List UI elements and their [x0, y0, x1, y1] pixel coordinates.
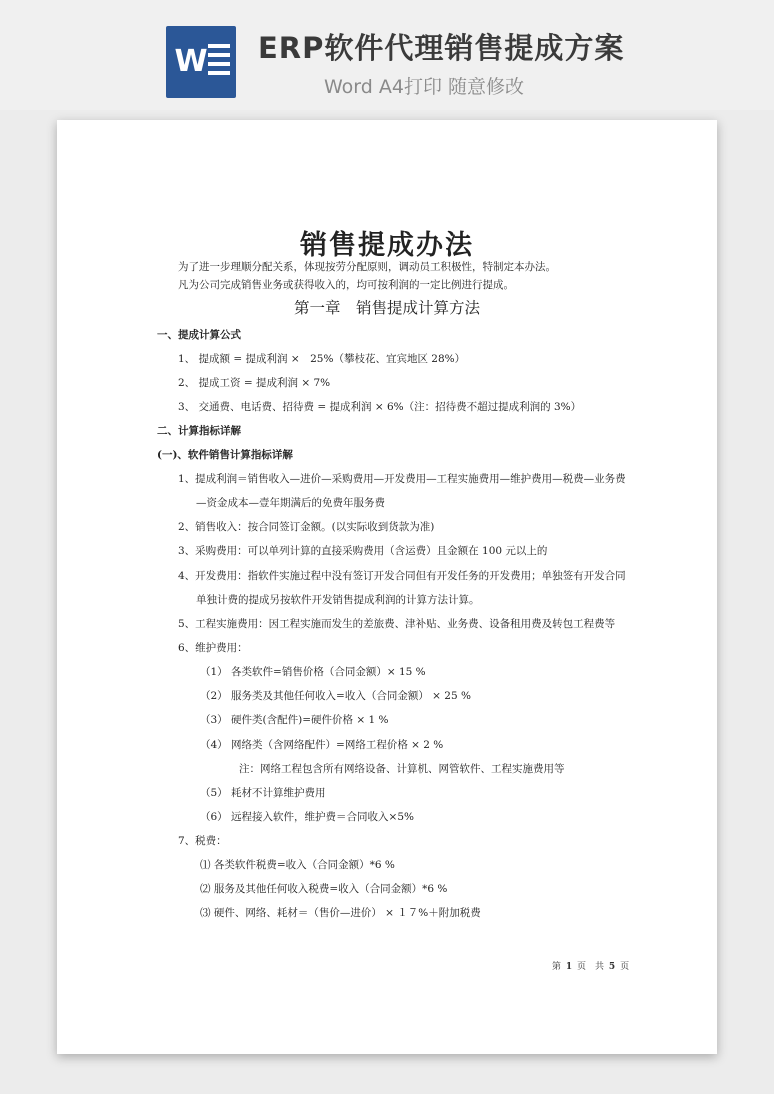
formula-item: 3、 交通费、电话费、招待费 = 提成利润 × 6%（注：招待费不超过提成利润的 3%）	[178, 401, 582, 413]
maintenance-item: （2） 服务类及其他任何收入=收入（合同金额） × 25 %	[200, 690, 471, 702]
document-title: 销售提成办法	[300, 230, 474, 261]
maintenance-item: （6） 远程接入软件，维护费＝合同收入×5%	[200, 811, 414, 823]
document-page	[57, 120, 717, 1054]
section-heading: 一、提成计算公式	[157, 329, 241, 341]
indicator-item: 3、采购费用：可以单列计算的直接采购费用（含运费）且金额在 100 元以上的	[178, 545, 548, 557]
chapter-heading: 第一章 销售提成计算方法	[293, 299, 480, 317]
maintenance-item: （4） 网络类（含网络配件）=网络工程价格 × 2 %	[200, 739, 444, 751]
page-footer	[552, 959, 629, 972]
footer-suffix: 页	[620, 962, 630, 972]
formula-item: 1、 提成额 = 提成利润 × 25%（攀枝花、宜宾地区 28%）	[178, 353, 466, 365]
indicator-item: 4、开发费用：指软件实施过程中没有签订开发合同但有开发任务的开发费用；单独签有开发合同	[178, 570, 626, 582]
indicator-item: 1、提成利润＝销售收入—进价—采购费用—开发费用—工程实施费用—维护费用—税费—业务费	[178, 473, 626, 485]
total-pages-number: 5	[608, 962, 616, 972]
tax-item: ⑶ 硬件、网络、耗材＝（售价—进价） × １７%＋附加税费	[200, 907, 481, 919]
word-icon-lines	[208, 44, 230, 80]
indicator-item-continued: —资金成本—壹年期满后的免费年服务费	[196, 497, 385, 509]
maintenance-item: （5） 耗材不计算维护费用	[200, 787, 326, 799]
maintenance-item: （1） 各类软件=销售价格（合同金额）× 15 %	[200, 666, 426, 678]
header-banner	[0, 0, 774, 110]
footer-middle: 页 共	[577, 962, 605, 972]
tax-item: ⑵ 服务及其他任何收入税费=收入（合同金额）*6 %	[200, 883, 448, 895]
word-document-icon	[166, 26, 236, 98]
indicator-item: 7、税费：	[178, 835, 227, 847]
subsection-heading: (一)、软件销售计算指标详解	[157, 449, 293, 461]
banner-title: ERP软件代理销售提成方案	[258, 31, 625, 65]
tax-item: ⑴ 各类软件税费=收入（合同金额）*6 %	[200, 859, 395, 871]
word-icon-letter: W	[174, 44, 208, 79]
current-page-number: 1	[565, 962, 573, 972]
indicator-item: 6、维护费用：	[178, 642, 248, 654]
maintenance-item: （3） 硬件类(含配件)=硬件价格 × 1 %	[200, 714, 389, 726]
intro-line: 凡为公司完成销售业务或获得收入的，均可按利润的一定比例进行提成。	[178, 279, 514, 291]
intro-line: 为了进一步理顺分配关系，体现按劳分配原则，调动员工积极性，特制定本办法。	[178, 261, 556, 273]
footer-prefix: 第	[552, 962, 562, 972]
indicator-item: 2、销售收入：按合同签订金额。(以实际收到货款为准)	[178, 521, 435, 533]
formula-item: 2、 提成工资 = 提成利润 × 7%	[178, 377, 331, 389]
maintenance-note: 注：网络工程包含所有网络设备、计算机、网管软件、工程实施费用等	[239, 763, 565, 775]
indicator-item: 5、工程实施费用：因工程实施而发生的差旅费、津补贴、业务费、设备租用费及转包工程费等	[178, 618, 616, 630]
section-heading: 二、计算指标详解	[157, 425, 241, 437]
indicator-item-continued: 单独计费的提成另按软件开发销售提成利润的计算方法计算。	[196, 594, 480, 606]
banner-subtitle: Word A4打印 随意修改	[324, 76, 525, 98]
